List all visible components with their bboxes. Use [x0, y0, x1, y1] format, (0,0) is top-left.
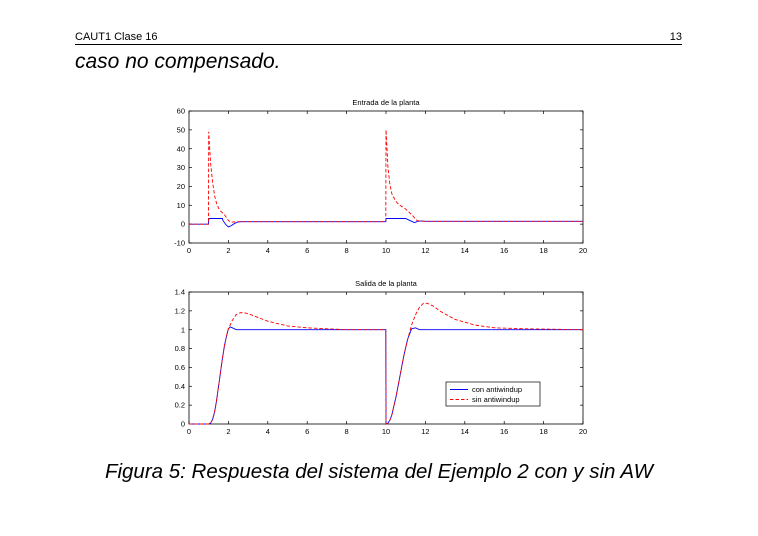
y-tick-label: 10 [176, 200, 185, 210]
x-tick-label: 8 [344, 427, 349, 436]
figure-caption: Figura 5: Respuesta del sistema del Ejemplo 2 con y sin AW [104, 460, 654, 483]
y-tick-label: -10 [174, 238, 185, 248]
chart-title: Salida de la planta [355, 279, 417, 288]
x-tick-label: 16 [500, 246, 509, 255]
x-tick-label: 14 [460, 427, 469, 436]
y-tick-label: 0.6 [174, 363, 185, 373]
x-tick-label: 20 [578, 246, 588, 255]
y-tick-label: 30 [176, 163, 185, 173]
chart-title: Entrada de la planta [352, 98, 420, 107]
x-tick-label: 16 [500, 427, 509, 436]
x-tick-label: 12 [421, 246, 430, 255]
y-tick-label: 1.4 [174, 287, 185, 297]
y-tick-label: 60 [176, 106, 185, 116]
lead-text: caso no compensado. [75, 50, 281, 73]
y-tick-label: 0.8 [174, 344, 185, 354]
x-tick-label: 6 [305, 246, 310, 255]
y-tick-label: 1 [180, 325, 185, 335]
y-tick-label: 40 [176, 144, 185, 154]
x-tick-label: 18 [539, 246, 548, 255]
y-tick-label: 50 [176, 125, 185, 135]
x-tick-label: 14 [460, 246, 469, 255]
y-tick-label: 1.2 [174, 306, 185, 316]
x-tick-label: 12 [421, 427, 430, 436]
x-tick-label: 0 [186, 246, 192, 255]
y-tick-label: 0 [180, 419, 185, 429]
x-tick-label: 0 [186, 427, 192, 436]
y-tick-label: 0.2 [174, 400, 185, 410]
x-tick-label: 20 [578, 427, 588, 436]
x-tick-label: 8 [344, 246, 349, 255]
running-header-left: CAUT1 Clase 16 [75, 31, 158, 43]
x-tick-label: 2 [226, 427, 231, 436]
x-tick-label: 2 [226, 246, 231, 255]
x-tick-label: 10 [381, 427, 391, 436]
legend-label: sin antiwindup [472, 395, 520, 405]
y-tick-label: 20 [176, 182, 185, 192]
y-tick-label: 0.4 [174, 381, 185, 391]
x-tick-label: 4 [265, 427, 270, 436]
chart-1 [174, 98, 587, 255]
page-number: 13 [669, 31, 682, 43]
legend-label: con antiwindup [472, 385, 523, 395]
chart-2 [175, 279, 588, 436]
x-tick-label: 18 [539, 427, 548, 436]
y-tick-label: 0 [180, 219, 185, 229]
legend [446, 382, 540, 406]
x-tick-label: 6 [305, 427, 310, 436]
x-tick-label: 10 [381, 246, 391, 255]
x-tick-label: 4 [265, 246, 270, 255]
